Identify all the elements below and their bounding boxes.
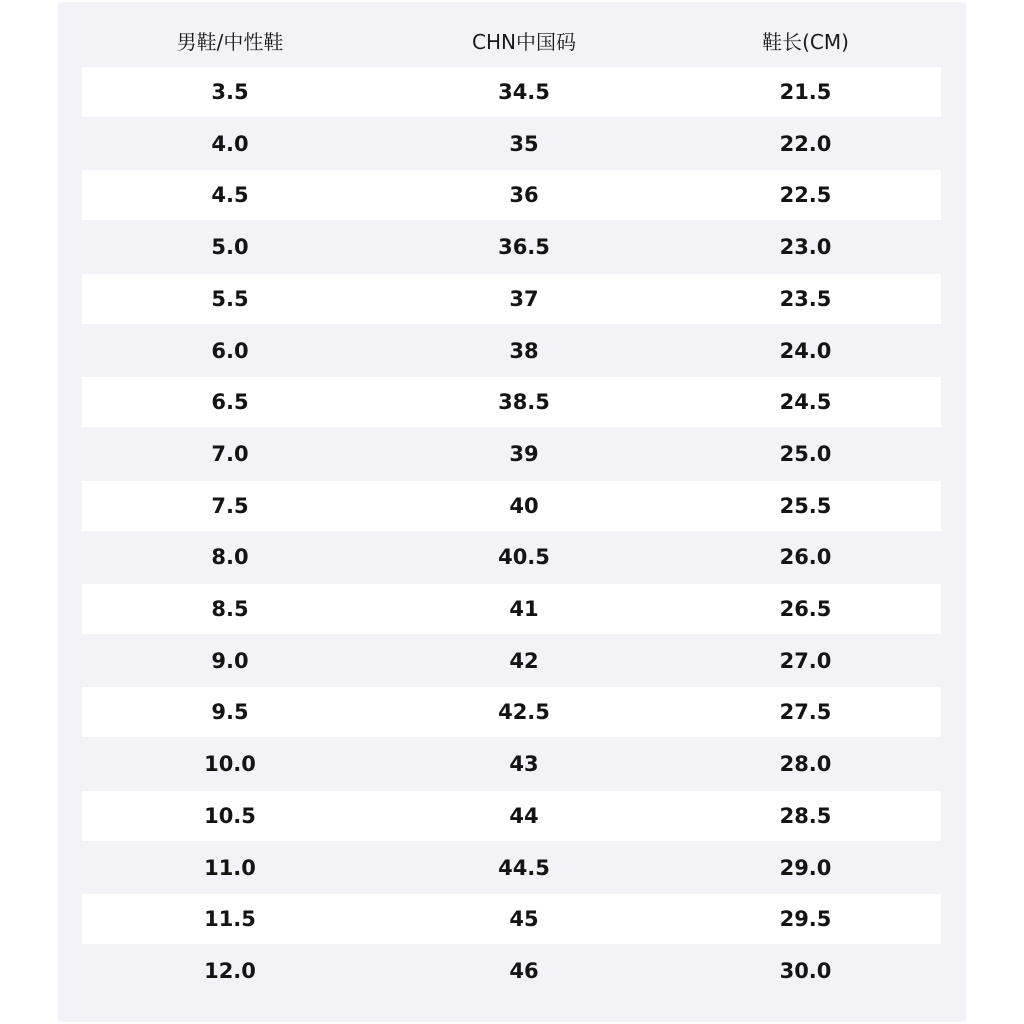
table-row: [82, 791, 941, 841]
cell-chn-size: 36: [509, 183, 539, 208]
table-row: [82, 429, 941, 479]
header-shoe-length: 鞋长(CM): [762, 30, 849, 54]
cell-length-cm: 29.0: [779, 855, 832, 880]
header-chn-size: CHN中国码: [472, 30, 576, 54]
table-row: [82, 67, 941, 117]
cell-chn-size: 40.5: [498, 545, 550, 570]
cell-mens-size: 6.0: [211, 338, 249, 363]
cell-mens-size: 6.5: [211, 390, 249, 415]
cell-length-cm: 22.0: [779, 131, 832, 156]
cell-chn-size: 36.5: [498, 235, 550, 260]
cell-length-cm: 22.5: [779, 183, 832, 208]
cell-length-cm: 23.5: [779, 286, 832, 311]
cell-mens-size: 8.0: [211, 545, 249, 570]
cell-length-cm: 24.0: [779, 338, 832, 363]
cell-chn-size: 41: [509, 597, 539, 621]
cell-mens-size: 11.0: [204, 855, 256, 880]
cell-length-cm: 21.5: [779, 80, 832, 104]
cell-mens-size: 7.0: [211, 441, 249, 466]
cell-mens-size: 3.5: [211, 80, 249, 104]
cell-mens-size: 7.5: [211, 493, 249, 518]
cell-chn-size: 38.5: [498, 390, 550, 415]
table-row: [82, 946, 941, 996]
cell-chn-size: 46: [509, 958, 539, 983]
table-row: [82, 222, 941, 272]
cell-mens-size: 10.5: [204, 803, 256, 828]
cell-chn-size: 44.5: [498, 855, 550, 880]
cell-length-cm: 23.0: [779, 235, 832, 260]
cell-chn-size: 37: [509, 286, 539, 311]
table-row: [82, 377, 941, 427]
table-row: [82, 274, 941, 324]
table-row: [82, 636, 941, 686]
table-row: [82, 170, 941, 220]
table-row: [82, 739, 941, 789]
table-row: [82, 326, 941, 376]
table-row: [82, 119, 941, 169]
cell-chn-size: 42: [509, 648, 539, 673]
cell-length-cm: 29.5: [779, 907, 832, 932]
cell-length-cm: 28.5: [779, 803, 832, 828]
table-row: [82, 894, 941, 944]
table-row: [82, 532, 941, 582]
cell-length-cm: 28.0: [779, 752, 832, 777]
table-row: [82, 481, 941, 531]
cell-length-cm: 26.5: [779, 597, 832, 621]
cell-chn-size: 38: [509, 338, 539, 363]
cell-length-cm: 24.5: [779, 390, 832, 415]
cell-length-cm: 27.5: [779, 700, 832, 725]
cell-length-cm: 25.5: [779, 493, 832, 518]
header-mens-unisex: 男鞋/中性鞋: [176, 30, 284, 54]
cell-chn-size: 45: [509, 907, 539, 932]
cell-mens-size: 8.5: [211, 597, 249, 621]
cell-length-cm: 26.0: [779, 545, 832, 570]
cell-mens-size: 9.0: [211, 648, 249, 673]
cell-chn-size: 35: [509, 131, 539, 156]
cell-mens-size: 9.5: [211, 700, 249, 725]
cell-mens-size: 5.0: [211, 235, 249, 260]
cell-length-cm: 30.0: [779, 958, 832, 983]
cell-mens-size: 4.5: [211, 183, 249, 208]
cell-length-cm: 27.0: [779, 648, 832, 673]
cell-chn-size: 42.5: [498, 700, 550, 725]
cell-chn-size: 34.5: [498, 80, 550, 104]
cell-length-cm: 25.0: [779, 441, 832, 466]
table-header: [82, 18, 941, 66]
table-row: [82, 584, 941, 634]
cell-chn-size: 44: [509, 803, 539, 828]
cell-mens-size: 5.5: [211, 286, 249, 311]
size-chart-panel: [58, 2, 966, 1022]
cell-chn-size: 43: [509, 752, 539, 777]
cell-mens-size: 11.5: [204, 907, 256, 932]
cell-mens-size: 10.0: [204, 752, 256, 777]
cell-mens-size: 12.0: [204, 958, 256, 983]
table-row: [82, 687, 941, 737]
cell-chn-size: 40: [509, 493, 539, 518]
cell-chn-size: 39: [509, 441, 539, 466]
cell-mens-size: 4.0: [211, 131, 249, 156]
table-row: [82, 843, 941, 893]
